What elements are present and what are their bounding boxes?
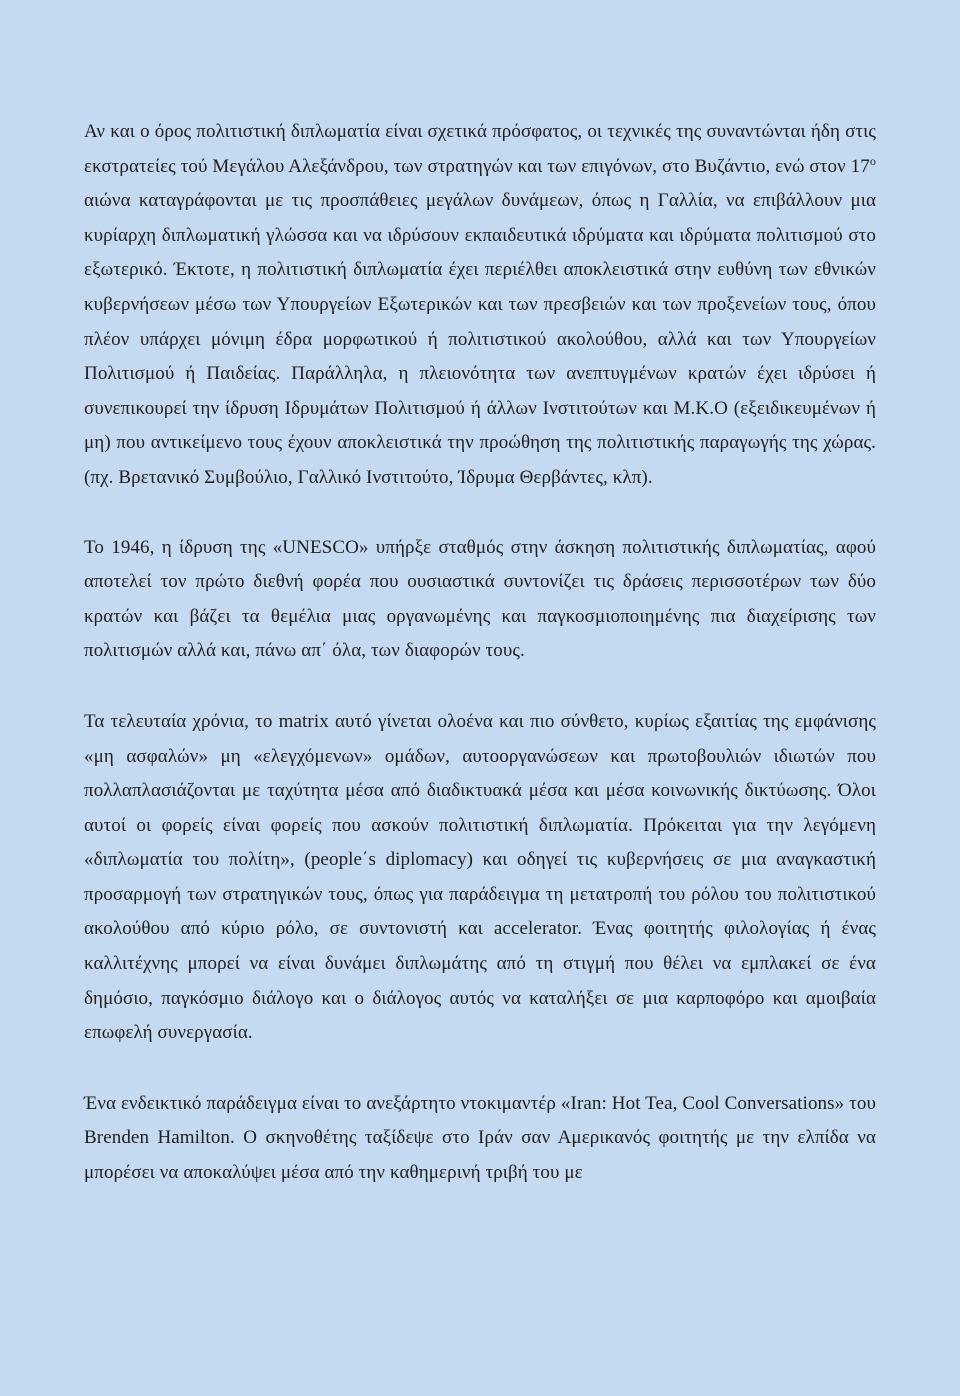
document-body: [84, 115, 876, 1191]
paragraph-cultural-diplomacy-history: [84, 115, 876, 496]
paragraph-unesco: Το 1946, η ίδρυση της «UNESCO» υπήρξε σταθμός στην άσκηση πολιτιστικής διπλωματίας, αφού αποτελεί τον πρώτο διεθνή φορέα που ουσιαστικά συντονίζει τις δράσεις περισσοτέρων των δύο κρατών και βάζει τα θεμέλια μιας οργανωμένης και παγκοσμιοποιημένης πια διαχείρισης των πολιτισμών αλλά και, πάνω απ΄ όλα, των διαφορών τους.: [84, 536, 876, 662]
paragraph-documentary-example: Ένα ενδεικτικό παράδειγμα είναι το ανεξάρτητο ντοκιμαντέρ «Iran: Hot Tea, Cool Conversations» του Brenden Hamilton. Ο σκηνοθέτης ταξίδεψε στο Ιράν σαν Αμερικανός φοιτητής με την ελπίδα να μπορέσει να αποκαλύψει μέσα από την καθημερινή τριβή του με: [84, 1092, 876, 1184]
ordinal-superscript: ο: [869, 153, 876, 168]
paragraph-1-text-start: Αν και ο όρος πολιτιστική διπλωματία είναι σχετικά πρόσφατος, οι τεχνικές της συναντώνται ήδη στις εκστρατείες τού Μεγάλου Αλεξάνδρου, των στρατηγών και των επιγόνων, στο Βυζάντιο, ενώ στον 17: [84, 121, 876, 177]
paragraph-1-text-end: αιώνα καταγράφονται με τις προσπάθειες μεγάλων δυνάμεων, όπως η Γαλλία, να επιβάλλουν μια κυρίαρχη διπλωματική γλώσσα και να ιδρύσουν εκπαιδευτικά ιδρύματα και ιδρύματα πολιτισμού στο εξωτερικό. Έκτοτε, η πολιτιστική διπλωματία έχει περιέλθει αποκλειστικά στην ευθύνη των εθνικών κυβερνήσεων μέσω των Υπουργείων Εξωτερικών και των πρεσβειών και των προξενείων τους, όπου πλέον υπάρχει μόνιμη έδρα μορφωτικού ή πολιτιστικού ακολούθου, αλλά και των Υπουργείων Πολιτισμού ή Παιδείας. Παράλληλα, η πλειονότητα των ανεπτυγμένων κρατών έχει ιδρύσει ή συνεπικουρεί την ίδρυση Ιδρυμάτων Πολιτισμού ή άλλων Ινστιτούτων και Μ.Κ.Ο (εξειδικευμένων ή μη) που αντικείμενο τους έχουν αποκλειστικά την προώθηση της πολιτιστικής παραγωγής της χώρας. (πχ. Βρετανικό Συμβούλιο, Γαλλικό Ινστιτούτο, Ίδρυμα Θερβάντες, κλπ).: [84, 190, 876, 488]
paragraph-peoples-diplomacy: Τα τελευταία χρόνια, το matrix αυτό γίνεται ολοένα και πιο σύνθετο, κυρίως εξαιτίας της εμφάνισης «μη ασφαλών» μη «ελεγχόμενων» ομάδων, αυτοοργανώσεων και πρωτοβουλιών ιδιωτών που πολλαπλασιάζονται με ταχύτητα μέσα από διαδικτυακά μέσα και μέσα κοινωνικής δικτύωσης. Όλοι αυτοί οι φορείς είναι φορείς που ασκούν πολιτιστική διπλωματία. Πρόκειται για την λεγόμενη «διπλωματία του πολίτη», (people΄s diplomacy) και οδηγεί τις κυβερνήσεις σε μια αναγκαστική προσαρμογή των στρατηγικών τους, όπως για παράδειγμα τη μετατροπή του ρόλου του πολιτιστικού ακολούθου από κύριο ρόλο, σε συντονιστή και accelerator. Ένας φοιτητής φιλολογίας ή ένας καλλιτέχνης μπορεί να είναι δυνάμει διπλωμάτης από τη στιγμή που θέλει να εμπλακεί σε ένα δημόσιο, παγκόσμιο διάλογο και ο διάλογος αυτός να καταλήξει σε μια καρποφόρο και αμοιβαία επωφελή συνεργασία.: [84, 710, 876, 1044]
